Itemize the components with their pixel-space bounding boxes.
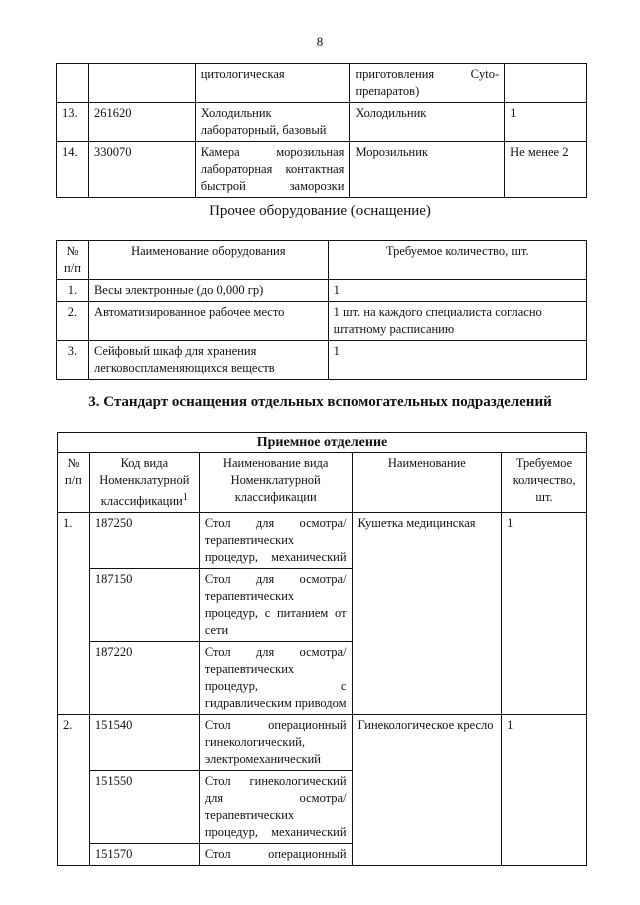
row-qty: 1 (502, 715, 587, 866)
row-qty: 1 (328, 280, 586, 302)
row-name: Холодильник лабораторный, базовый (195, 103, 350, 142)
row-name: Камера морозильная лабораторная контактная быстрой заморозки (195, 142, 350, 198)
header-code (89, 453, 199, 513)
row-number: 1. (57, 280, 89, 302)
row-code (88, 64, 195, 103)
row-code: 330070 (88, 142, 195, 198)
header-qty: Требуемое количество, шт. (502, 453, 587, 513)
row-code: 187150 (89, 569, 199, 642)
row-qty: 1 (328, 341, 586, 380)
row-number: 13. (57, 103, 89, 142)
table-row (57, 64, 587, 103)
header-name: Наименование (352, 453, 502, 513)
row-name: цитологическая (195, 64, 350, 103)
row-kind: Стол гинекологический для осмотра/терапевтических процедур, механический (199, 771, 352, 844)
row-number: 1. (58, 513, 90, 715)
table-row (57, 341, 587, 380)
row-name: Весы электронные (до 0,000 гр) (88, 280, 328, 302)
row-qty: 1 (505, 103, 587, 142)
row-purpose: Морозильник (350, 142, 505, 198)
section-3-title: 3. Стандарт оснащения отдельных вспомогательных подразделений (88, 394, 552, 410)
row-number: 2. (57, 302, 89, 341)
table-row (57, 280, 587, 302)
row-code: 151550 (89, 771, 199, 844)
row-code: 187250 (89, 513, 199, 569)
table-row (58, 513, 587, 569)
row-kind: Стол операционный гинекологический, электромеханический (199, 715, 352, 771)
row-name: Сейфовый шкаф для хранения легковоспламеняющихся веществ (88, 341, 328, 380)
row-number (57, 64, 89, 103)
reception-department-table (57, 432, 587, 866)
row-purpose: Холодильник (350, 103, 505, 142)
row-qty (505, 64, 587, 103)
page-number: 8 (316, 34, 324, 49)
row-name: Кушетка медицинская (352, 513, 502, 715)
row-code: 261620 (88, 103, 195, 142)
table-header-row (58, 453, 587, 513)
row-qty: 1 шт. на каждого специалиста согласно штатному расписанию (328, 302, 586, 341)
table-row (58, 715, 587, 771)
row-kind: Стол операционный (199, 844, 352, 866)
row-number: 3. (57, 341, 89, 380)
header-number: № п/п (57, 241, 89, 280)
table-header-row (57, 241, 587, 280)
row-qty: 1 (502, 513, 587, 715)
header-kind: Наименование вида Номенклатурной классификации (199, 453, 352, 513)
row-name: Автоматизированное рабочее место (88, 302, 328, 341)
row-code: 187220 (89, 642, 199, 715)
row-kind: Стол для осмотра/терапевтических процедур, с гидравлическим приводом (199, 642, 352, 715)
row-kind: Стол для осмотра/терапевтических процедур, с питанием от сети (199, 569, 352, 642)
table-row (57, 142, 587, 198)
equipment-table-continued (56, 63, 587, 198)
table-caption-row (58, 433, 587, 453)
row-number: 2. (58, 715, 90, 866)
footnote-mark: 1 (182, 492, 188, 503)
row-code: 151540 (89, 715, 199, 771)
row-kind: Стол для осмотра/терапевтических процедур, механический (199, 513, 352, 569)
row-code: 151570 (89, 844, 199, 866)
department-caption: Приемное отделение (58, 433, 587, 453)
header-qty: Требуемое количество, шт. (328, 241, 586, 280)
header-name: Наименование оборудования (88, 241, 328, 280)
header-number: № п/п (58, 453, 90, 513)
row-purpose: приготовления Cyto-препаратов) (350, 64, 505, 103)
table-row (57, 103, 587, 142)
other-equipment-table (56, 240, 587, 380)
row-name: Гинекологическое кресло (352, 715, 502, 866)
row-qty: Не менее 2 (505, 142, 587, 198)
other-equipment-title: Прочее оборудование (оснащение) (209, 203, 431, 219)
row-number: 14. (57, 142, 89, 198)
header-code-text: Код вида Номенклатурной классификации (99, 456, 190, 509)
table-row (57, 302, 587, 341)
